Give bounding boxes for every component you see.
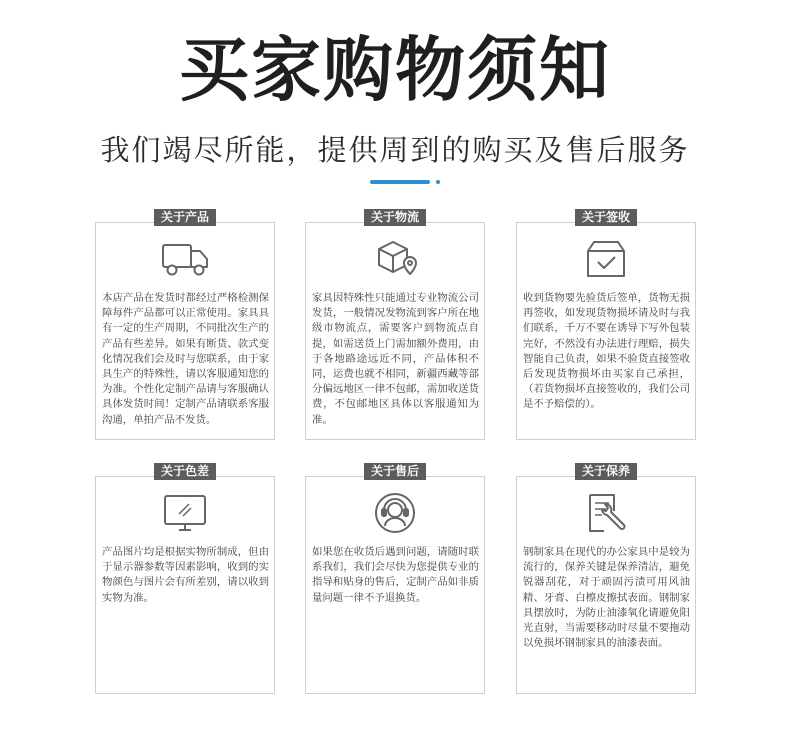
- card-tag: 关于物流: [364, 209, 426, 226]
- accent-divider: [370, 180, 440, 184]
- card-text: 家具因特殊性只能通过专业物流公司发货，一般情况发物流到客户所在地级市物流点，需要客户到物流点自提，如需送货上门需加额外费用，由于各地路途远近不同，产品体积不同，运费也就不相同，新疆西藏等部分偏远地区一律不包邮，需加收送货费，不包邮地区具体以客服通知为准。: [312, 292, 479, 426]
- card-product: [95, 210, 275, 440]
- card-color: [95, 464, 275, 694]
- card-tag: 关于色差: [154, 463, 216, 480]
- card-text: 收到货物要先验货后签单，货物无损再签收，如发现货物损坏请及时与我们联系，千万不要在诱导下写外包装完好，不然没有办法进行理赔，损失智能自己负责，如果不验货直接签收后发现货物损坏由买家自己承担，（若货物损坏直接签收的，我们公司是不予赔偿的）。: [523, 292, 690, 411]
- page-title: 买家购物须知: [179, 29, 611, 111]
- card-text: 钢制家具在现代的办公家具中是较为流行的，保养关键是保养清洁，避免锐器刮花，对于顽固污渍可用风油精、牙膏、白檫皮擦拭表面。钢制家具摆放时，为防止油漆氧化请避免阳光直射，当需要移动时尽量不要拖动以免损坏钢制家具的油漆表面。: [523, 546, 690, 650]
- card-maintenance: [516, 464, 696, 694]
- card-tag: 关于签收: [575, 209, 637, 226]
- card-tag: 关于售后: [364, 463, 426, 480]
- card-aftersales: [305, 464, 485, 694]
- box-check-icon: [580, 237, 632, 281]
- page-subtitle: 我们竭尽所能，提供周到的购买及售后服务: [100, 133, 690, 167]
- card-text: 本店产品在发货时都经过严格检测保障每件产品都可以正常使用。家具具有一定的生产周期，不同批次生产的产品有些差异。如果有断货、款式变化情况我们会及时与您联系，由于家具生产的特殊性，请以客服通知您的为准。个性化定制产品请与客服确认具体发货时间！定制产品请联系客服沟通，单拍产品不发货。: [102, 292, 269, 426]
- card-logistics: [305, 210, 485, 440]
- card-receipt: [516, 210, 696, 440]
- delivery-truck-icon: [159, 237, 211, 281]
- customer-service-icon: [369, 491, 421, 535]
- package-location-icon: [369, 237, 421, 281]
- card-tag: 关于保养: [575, 463, 637, 480]
- monitor-icon: [159, 491, 211, 535]
- maintenance-wrench-icon: [580, 491, 632, 535]
- card-text: 如果您在收货后遇到问题，请随时联系我们，我们会尽快为您提供专业的指导和贴身的售后，定制产品如非质量问题一律不予退换货。: [312, 546, 479, 604]
- card-tag: 关于产品: [154, 209, 216, 226]
- card-text: 产品图片均是根据实物所制成，但由于显示器参数等因素影响，收到的实物颜色与图片会有所差别，请以收到实物为准。: [102, 546, 269, 604]
